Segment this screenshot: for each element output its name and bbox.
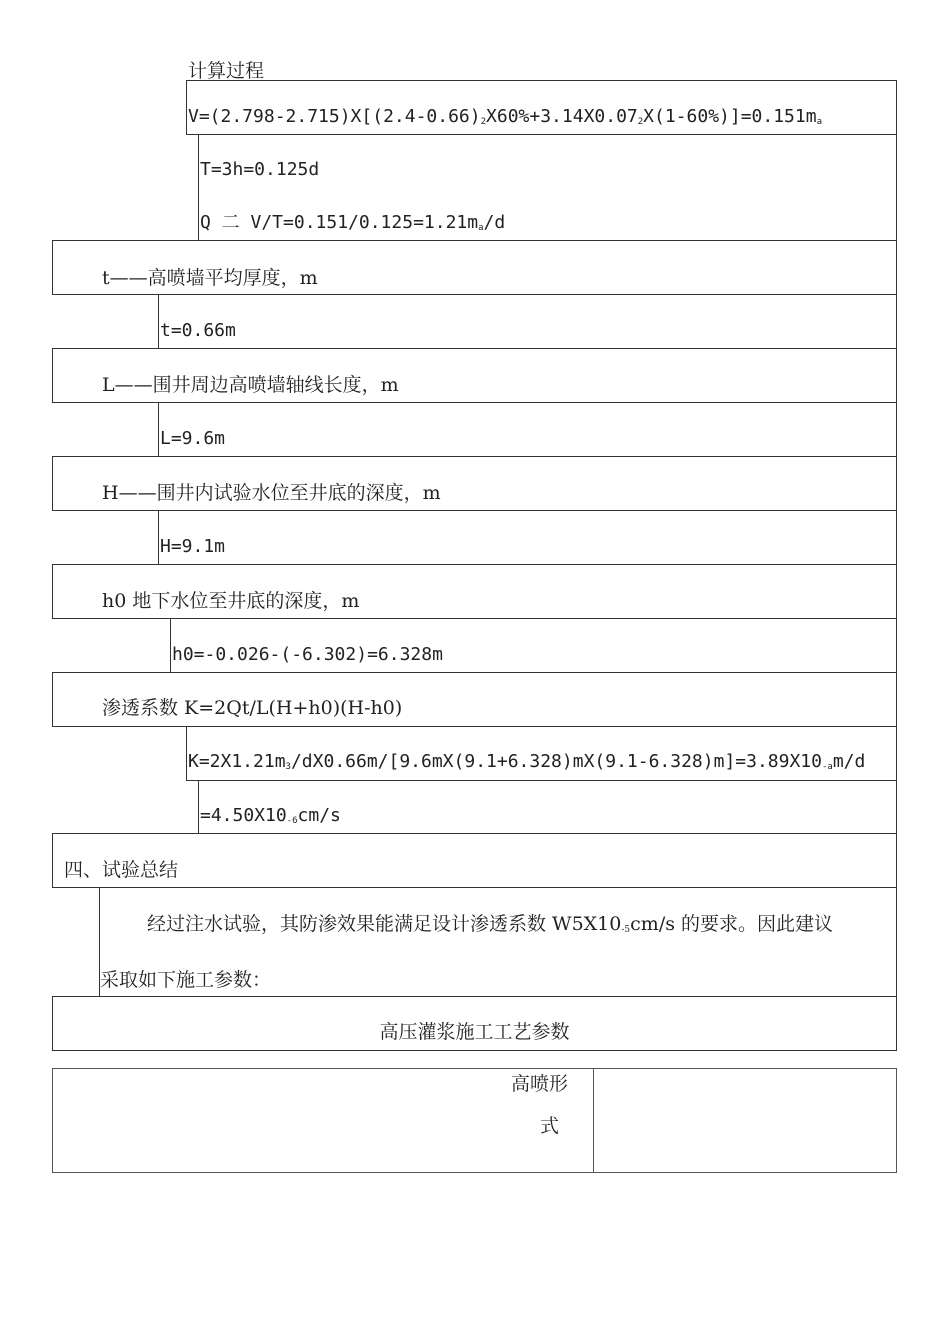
divider (198, 780, 199, 834)
H-value: H=9.1m (160, 536, 226, 557)
volume-formula: $V=(2.798-2.715)X[(2.4-0.66)_2X60\%+3.14X0.07_2X(1-60\%)]=0.151m_a$ (188, 106, 822, 127)
divider (52, 240, 53, 295)
K-formula: 渗透系数 K=2Qt/L(H+h0)(H-h0) (102, 697, 403, 719)
divider (896, 294, 897, 349)
divider (158, 510, 159, 565)
divider (186, 134, 897, 135)
divider (52, 833, 53, 888)
L-label: L——围井周边高喷墙轴线长度，m (102, 374, 399, 396)
divider (52, 1050, 897, 1051)
time-formula: T=3h=0.125d (200, 159, 320, 180)
divider (52, 618, 897, 619)
L-value: L=9.6m (160, 428, 226, 449)
table-cell-label-line2: 式 (540, 1115, 560, 1137)
divider (52, 564, 53, 619)
params-title: 高压灌浆施工工艺参数 (379, 1021, 570, 1043)
h0-label: h0 地下水位至井底的深度，m (102, 590, 360, 612)
divider (158, 402, 159, 457)
params-table (52, 1068, 897, 1173)
divider (593, 1069, 594, 1172)
divider (52, 456, 53, 511)
divider (896, 672, 897, 727)
divider (52, 672, 897, 673)
divider (896, 134, 897, 241)
divider (896, 402, 897, 457)
summary-paragraph-line1: 经过注水试验，其防渗效果能满足设计渗透系数 $W5X10_{-5}cm/s$ 的要求。因此建议 (147, 913, 834, 935)
divider (896, 348, 897, 403)
divider (52, 996, 897, 997)
divider (896, 833, 897, 888)
flow-formula: Q 二 $V/T=0.151/0.125=1.21m_a/d$ (200, 212, 506, 233)
t-label: t——高喷墙平均厚度，m (102, 267, 318, 289)
K-calculation: $K=2X1.21m_3/dX0.66m/[9.6mX(9.1+6.328)mX(9.1-6.328)m]=3.89X10_{-a}m/d$ (188, 751, 866, 772)
summary-paragraph-line2: 采取如下施工参数： (100, 969, 272, 991)
divider (52, 510, 897, 511)
divider (896, 510, 897, 565)
section-title: 计算过程 (188, 60, 265, 82)
divider (52, 887, 897, 888)
divider (52, 564, 897, 565)
divider (896, 456, 897, 511)
divider (896, 618, 897, 673)
divider (186, 726, 187, 781)
divider (52, 726, 897, 727)
divider (52, 456, 897, 457)
divider (52, 402, 897, 403)
divider (52, 672, 53, 727)
divider (896, 240, 897, 295)
divider (896, 564, 897, 619)
divider (52, 348, 53, 403)
divider (896, 780, 897, 834)
divider (198, 134, 199, 241)
summary-title: 四、试验总结 (64, 859, 179, 881)
divider (52, 294, 897, 295)
t-value: t=0.66m (160, 320, 236, 341)
table-cell-label-line1: 高喷形 (511, 1073, 569, 1095)
divider (186, 780, 897, 781)
divider (52, 240, 897, 241)
divider (896, 887, 897, 997)
H-label: H——围井内试验水位至井底的深度，m (102, 482, 441, 504)
divider (52, 348, 897, 349)
divider (170, 618, 171, 673)
divider (896, 726, 897, 781)
divider (158, 294, 159, 349)
K-cms-value: $=4.50X10_{-6}cm/s$ (200, 805, 341, 826)
divider (52, 833, 897, 834)
h0-value: h0=-0.026-(-6.302)=6.328m (172, 644, 443, 665)
